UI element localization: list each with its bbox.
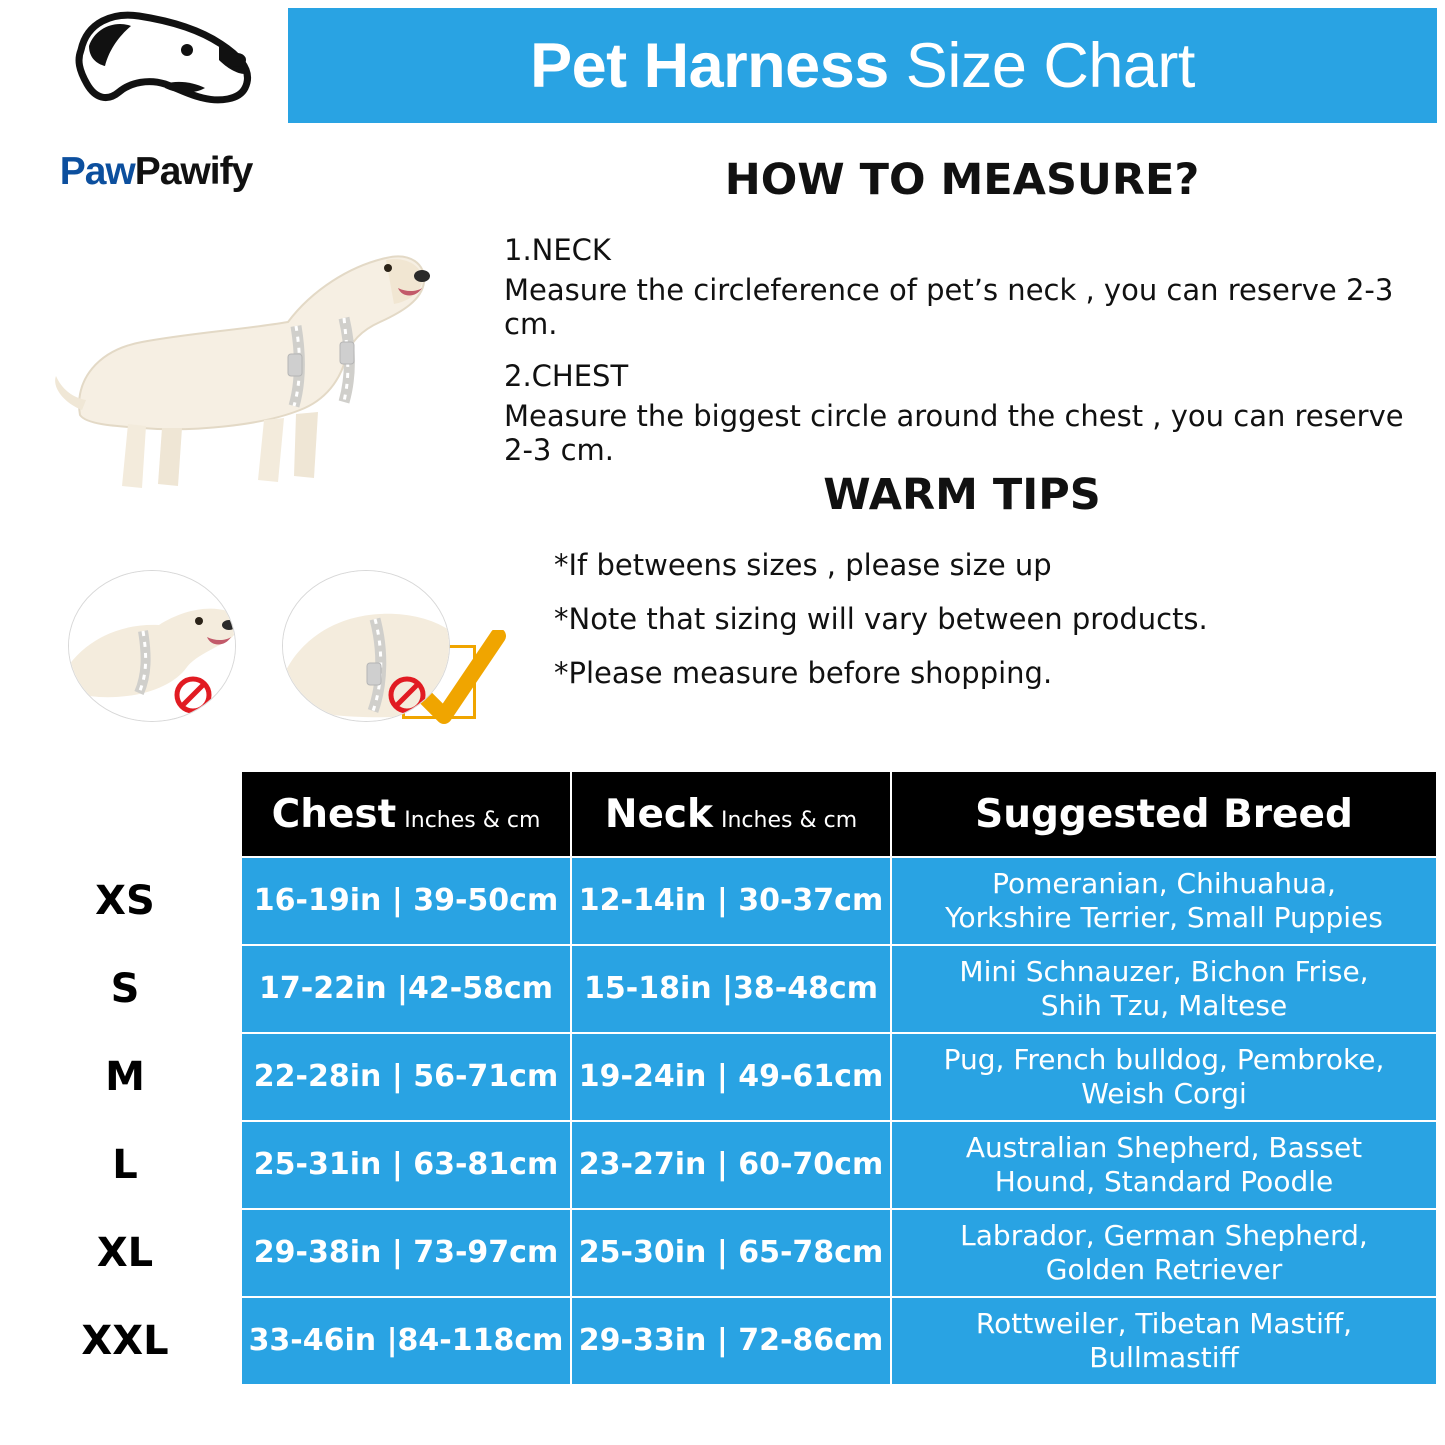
row-neck: 15-18in |38-48cm [571,945,891,1033]
step-1-text: Measure the circleference of pet’s neck , you can reserve 2-3 cm. [504,273,1394,341]
row-chest: 25-31in | 63-81cm [241,1121,571,1209]
brand-logo [14,10,282,193]
warm-tips-heading: WARM TIPS [823,470,1101,520]
dog-photo-incorrect-2 [282,570,450,722]
row-size: M [9,1033,241,1121]
table-header-row [9,771,1437,857]
how-to-measure-heading: HOW TO MEASURE? [724,155,1200,205]
step-2-title: 2.CHEST [504,359,629,393]
row-breed: Pug, French bulldog, Pembroke, Weish Corgi [891,1033,1437,1121]
row-neck: 23-27in | 60-70cm [571,1121,891,1209]
header-breed-label: Suggested Breed [975,791,1353,837]
row-chest: 22-28in | 56-71cm [241,1033,571,1121]
row-chest: 17-22in |42-58cm [241,945,571,1033]
header-breed [891,771,1437,857]
table-row [9,857,1437,945]
row-size: L [9,1121,241,1209]
brand-name-first: Paw [59,150,135,193]
row-size: S [9,945,241,1033]
row-breed: Mini Schnauzer, Bichon Frise, Shih Tzu, Maltese [891,945,1437,1033]
page-title [530,30,1195,102]
page-title-bold: Pet Harness [530,30,889,101]
row-breed: Pomeranian, Chihuahua, Yorkshire Terrier, Small Puppies [891,857,1437,945]
tip-line-3: *Please measure before shopping. [554,656,1053,690]
header-chest-units: Inches & cm [404,807,541,833]
prohibited-icon [173,675,213,715]
row-breed: Rottweiler, Tibetan Mastiff, Bullmastiff [891,1297,1437,1385]
row-breed: Australian Shepherd, Basset Hound, Standard Poodle [891,1121,1437,1209]
table-row [9,1209,1437,1297]
page-title-light: Size Chart [905,30,1195,101]
brand-name [22,150,290,194]
header-chest-label: Chest [271,791,397,837]
table-row [9,1033,1437,1121]
row-neck: 25-30in | 65-78cm [571,1209,891,1297]
row-chest: 16-19in | 39-50cm [241,857,571,945]
row-size: XL [9,1209,241,1297]
row-neck: 12-14in | 30-37cm [571,857,891,945]
dog-photo-incorrect-1 [68,570,236,722]
row-chest: 29-38in | 73-97cm [241,1209,571,1297]
row-size: XS [9,857,241,945]
tip-line-1: *If betweens sizes , please size up [554,548,1052,582]
dog-photo-correct [50,230,450,530]
table-row [9,1121,1437,1209]
row-chest: 33-46in |84-118cm [241,1297,571,1385]
header-size [9,771,241,857]
table-row [9,1297,1437,1385]
header-banner [288,8,1437,123]
how-to-measure-section [492,155,1432,485]
measurement-illustration [20,215,480,745]
size-table [8,770,1438,1386]
step-2-text: Measure the biggest circle around the chest , you can reserve 2-3 cm. [504,399,1404,467]
row-neck: 19-24in | 49-61cm [571,1033,891,1121]
brand-name-second: Pawify [134,150,253,193]
header-neck [571,771,891,857]
tip-line-2: *Note that sizing will vary between products. [554,602,1208,636]
prohibited-icon [387,675,427,715]
dog-head-icon [69,10,259,150]
row-size: XXL [9,1297,241,1385]
table-row [9,945,1437,1033]
header-neck-label: Neck [604,791,713,837]
warm-tips-section [492,470,1432,710]
step-1-title: 1.NECK [504,233,611,267]
header-neck-units: Inches & cm [721,807,858,833]
row-neck: 29-33in | 72-86cm [571,1297,891,1385]
header-chest [241,771,571,857]
row-breed: Labrador, German Shepherd, Golden Retriever [891,1209,1437,1297]
